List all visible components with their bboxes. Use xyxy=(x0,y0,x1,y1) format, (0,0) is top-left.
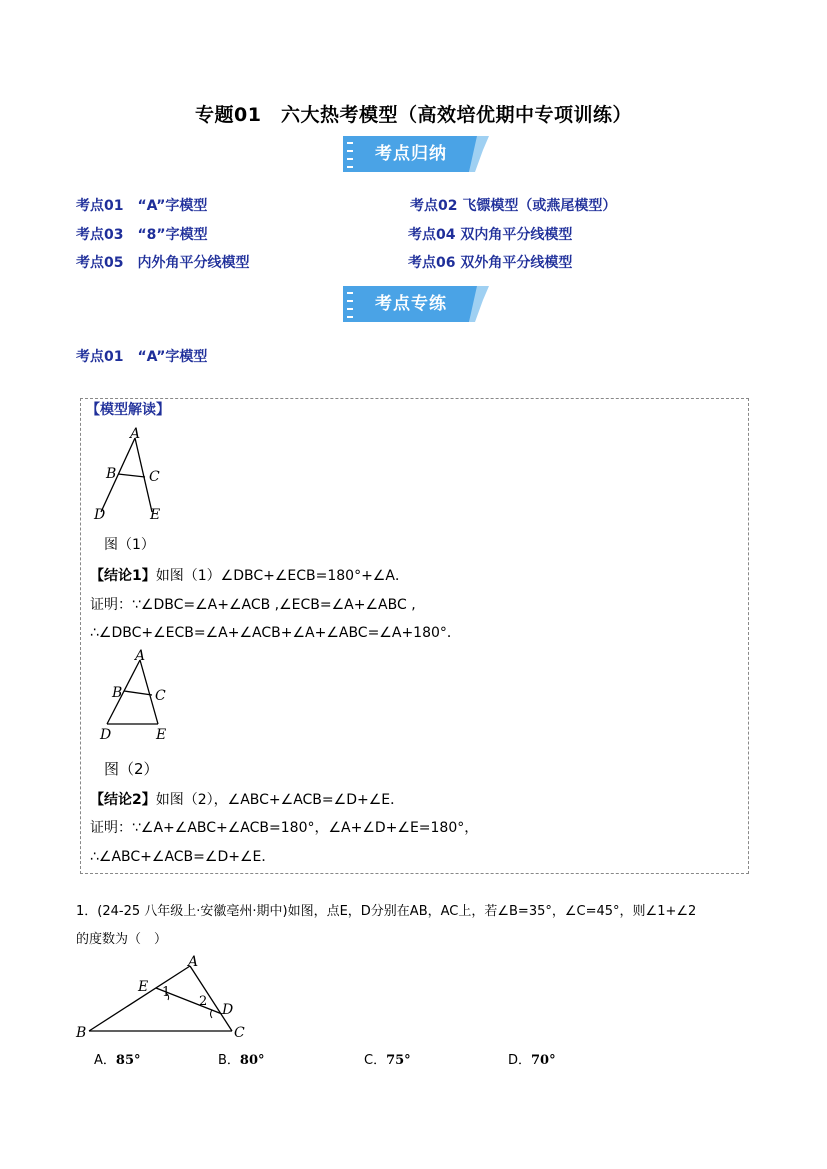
banner-summary xyxy=(343,136,489,172)
section-heading: 考点01 “A”字模型 xyxy=(76,349,208,365)
q1-point-e: E xyxy=(138,979,149,995)
q1-point-b: B xyxy=(76,1025,87,1041)
option-b-value: 80° xyxy=(239,1053,265,1068)
topic-05[interactable]: 考点05 内外角平分线模型 xyxy=(76,255,250,271)
conclusion-1 xyxy=(90,565,409,585)
option-d-value: 70° xyxy=(531,1053,556,1068)
q1-point-a: A xyxy=(188,954,199,970)
fig2-point-d: D xyxy=(100,727,112,743)
fig1-point-c: C xyxy=(149,469,160,485)
option-c[interactable] xyxy=(364,1049,411,1068)
page-title: 专题01 六大热考模型（高效培优期中专项训练） xyxy=(195,104,632,126)
conclusion-2-label: 【结论2】 xyxy=(90,792,156,808)
fig1-point-e: E xyxy=(150,507,161,522)
option-c-value: 75° xyxy=(386,1053,411,1068)
proof-1-line-1: 证明：∵∠DBC=∠A+∠ACB ,∠ECB=∠A+∠ABC , xyxy=(90,597,416,613)
fig2-point-b: B xyxy=(112,685,123,701)
question-1-diagram xyxy=(72,952,262,1044)
conclusion-1-text: 如图（1）∠DBC+∠ECB=180°+∠A． xyxy=(155,568,409,584)
conclusion-1-label: 【结论1】 xyxy=(90,568,156,584)
fig2-point-c: C xyxy=(155,688,166,704)
banner-practice xyxy=(343,286,489,322)
model-heading: 【模型解读】 xyxy=(86,402,170,418)
figure-1-diagram xyxy=(88,422,178,522)
proof-2-line-2: ∴∠ABC+∠ACB=∠D+∠E． xyxy=(90,849,276,865)
fig2-point-e: E xyxy=(156,727,167,743)
banner-practice-label: 考点专练 xyxy=(375,294,447,314)
fig1-point-a: A xyxy=(130,426,141,442)
fig1-point-d: D xyxy=(94,507,106,522)
question-1-text-line-2: 的度数为（ ） xyxy=(76,932,168,947)
option-b-letter: B． xyxy=(218,1053,240,1068)
question-1-text-line-1: 1．(24-25 八年级上·安徽亳州·期中)如图，点E，D分别在AB，AC上，若∠B=35°，∠C=45°，则∠1+∠2 xyxy=(76,904,697,919)
option-b[interactable] xyxy=(218,1049,265,1068)
figure-2-caption: 图（2） xyxy=(104,760,159,778)
option-a[interactable] xyxy=(94,1049,141,1068)
option-c-letter: C． xyxy=(364,1053,387,1068)
proof-1-line-2: ∴∠DBC+∠ECB=∠A+∠ACB+∠A+∠ABC=∠A+180°． xyxy=(90,625,461,641)
option-d-letter: D． xyxy=(508,1053,532,1068)
q1-angle-1: 1 xyxy=(162,985,171,1000)
conclusion-2-text: 如图（2），∠ABC+∠ACB=∠D+∠E． xyxy=(155,792,405,808)
q1-point-c: C xyxy=(234,1025,245,1041)
topic-04[interactable]: 考点04 双内角平分线模型 xyxy=(408,227,573,243)
figure-2-diagram xyxy=(94,644,184,744)
option-a-letter: A． xyxy=(94,1053,116,1068)
topic-06[interactable]: 考点06 双外角平分线模型 xyxy=(408,255,573,271)
fig1-point-b: B xyxy=(106,466,117,482)
option-a-value: 85° xyxy=(115,1053,141,1068)
conclusion-2 xyxy=(90,789,404,809)
topic-02[interactable]: 考点02 飞镖模型（或燕尾模型） xyxy=(410,198,617,214)
proof-2-line-1: 证明：∵∠A+∠ABC+∠ACB=180°，∠A+∠D+∠E=180°， xyxy=(90,820,479,836)
figure-1-caption: 图（1） xyxy=(104,537,155,553)
option-d[interactable] xyxy=(508,1049,556,1068)
fig2-point-a: A xyxy=(135,648,146,664)
banner-summary-label: 考点归纳 xyxy=(375,144,447,164)
q1-point-d: D xyxy=(222,1002,234,1018)
topic-03[interactable]: 考点03 “8”字模型 xyxy=(76,227,208,243)
topic-01[interactable]: 考点01 “A”字模型 xyxy=(76,198,208,214)
q1-angle-2: 2 xyxy=(199,994,208,1009)
